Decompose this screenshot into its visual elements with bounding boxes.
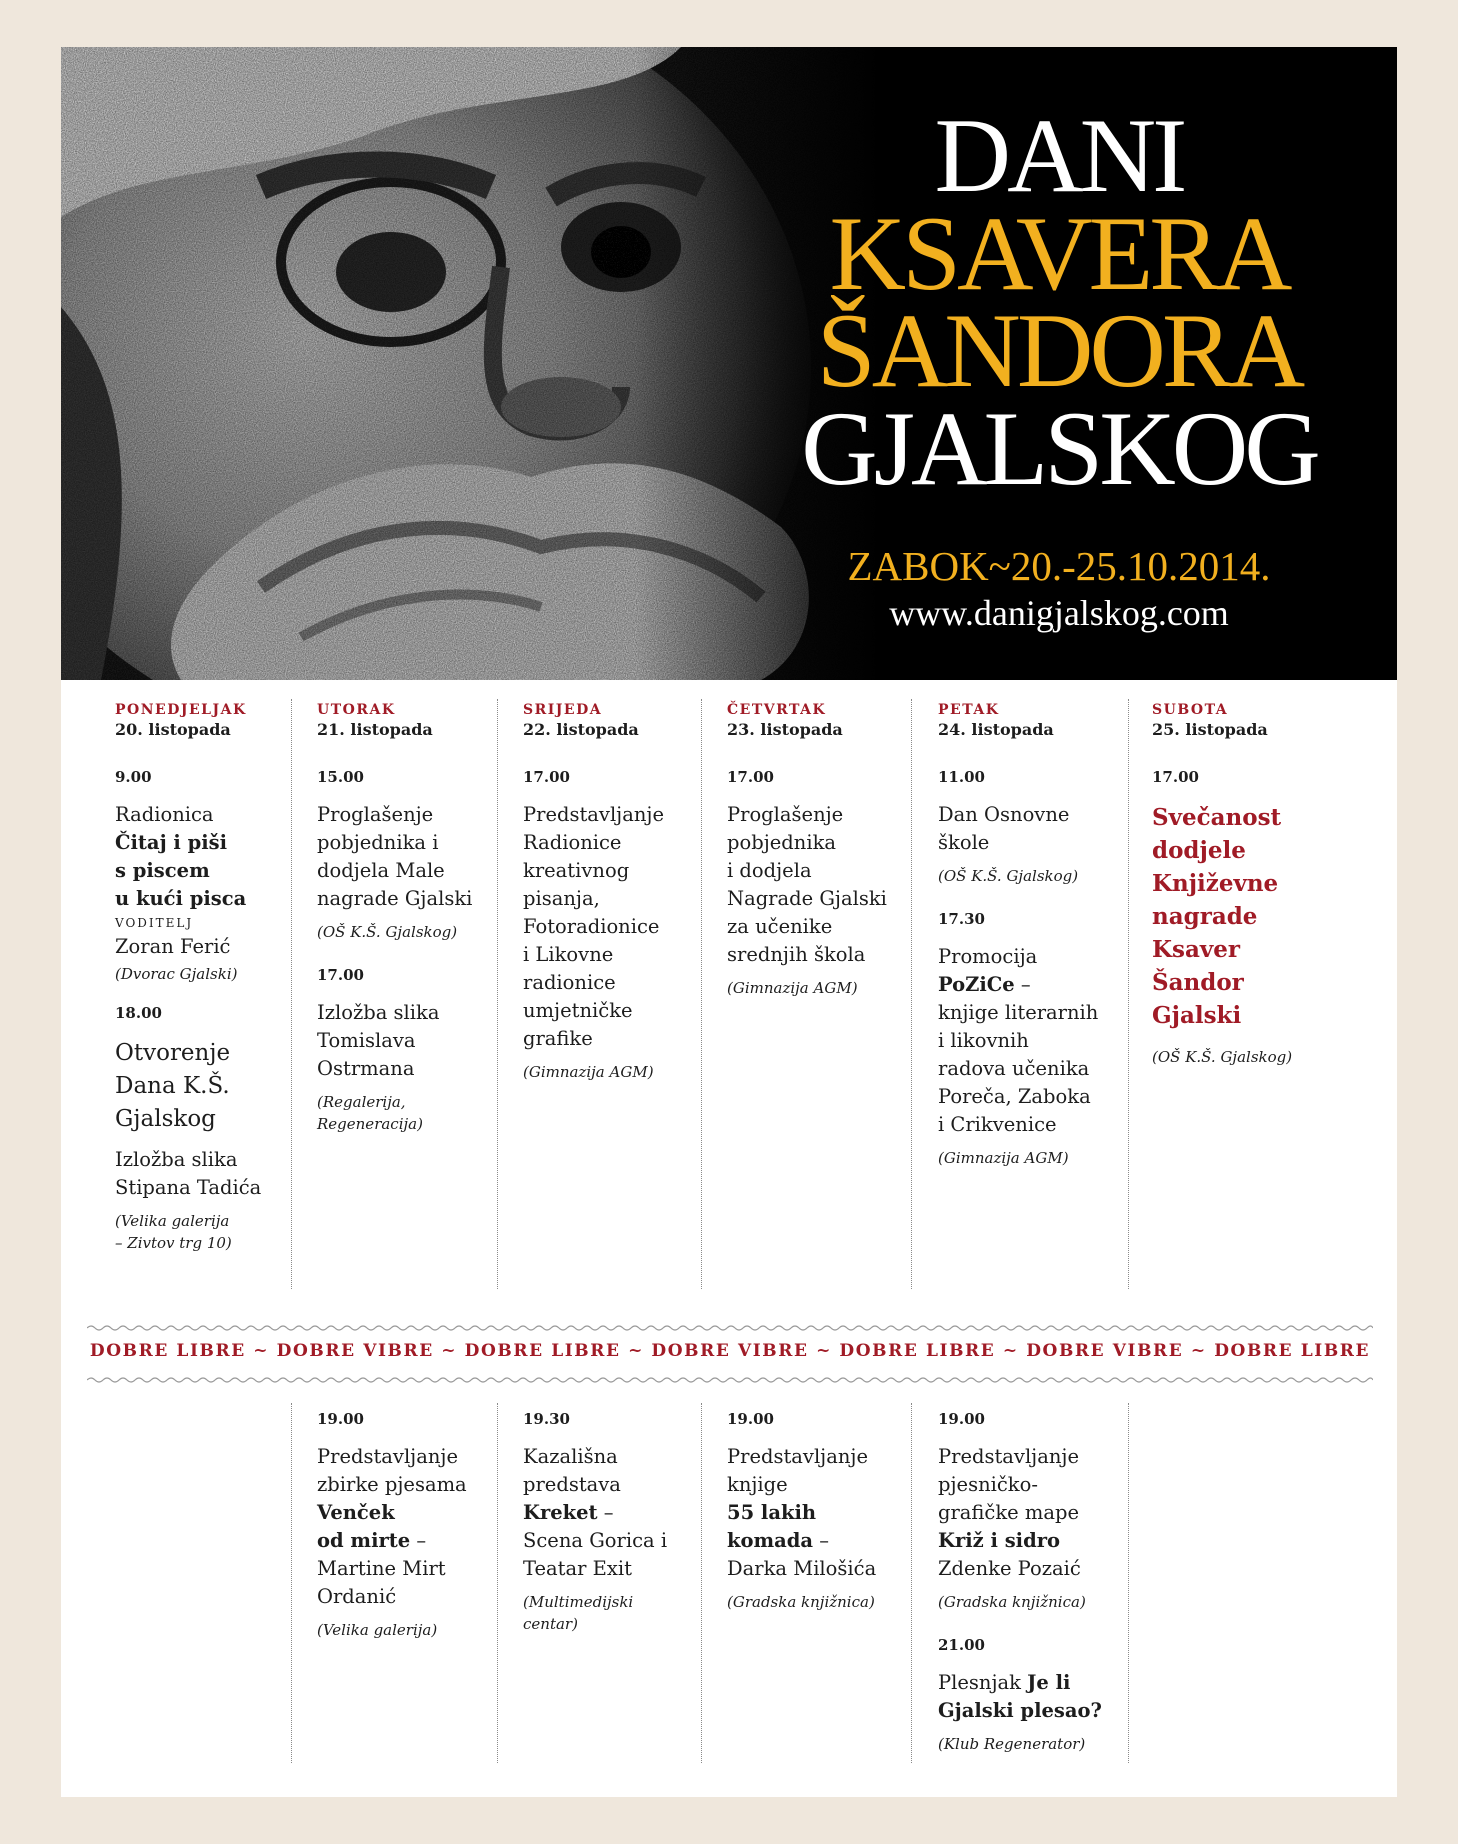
title-line-2: KSAVERA <box>829 194 1289 312</box>
event-line: Ksaver <box>1152 936 1240 963</box>
event-location <box>317 1091 507 1135</box>
dash: – <box>1014 973 1031 996</box>
day-date: 23. listopada <box>727 720 843 739</box>
day-date: 22. listopada <box>523 720 639 739</box>
event-line: radova učenika <box>938 1057 1090 1080</box>
day-date: 20. listopada <box>115 720 231 739</box>
day-name: PONEDJELJAK <box>115 702 247 718</box>
event-line: i dodjela <box>727 859 812 882</box>
event-time: 18.00 <box>115 1004 162 1022</box>
day-date: 21. listopada <box>317 720 433 739</box>
event-title: Je li <box>1027 1671 1071 1694</box>
event-line: Predstavljanje <box>317 1445 459 1468</box>
dash: – <box>410 1529 427 1552</box>
event-line: Šandor <box>1152 969 1244 996</box>
event-line: Otvorenje <box>115 1040 231 1066</box>
event-line: Fotoradionice <box>523 915 660 938</box>
event-line: Ordanić <box>317 1585 397 1608</box>
event-line: Radionice <box>523 831 622 854</box>
day-column-saturday <box>1152 701 1342 1090</box>
moderator-name: Zoran Ferić <box>115 935 231 958</box>
event-location <box>115 1210 305 1254</box>
event-line: dodjela Male <box>317 859 445 882</box>
event-title: Čitaj i piši <box>115 831 228 854</box>
event-line: Predstavljanje <box>938 1445 1080 1468</box>
event-line: Književne <box>1152 870 1279 897</box>
event-title: s piscem <box>115 859 210 882</box>
event-line: pisanja, <box>523 887 600 910</box>
event <box>115 801 305 961</box>
festival-title <box>739 97 1379 507</box>
event-location: (Gimnazija AGM) <box>523 1063 654 1081</box>
day-column-tuesday <box>317 701 507 1157</box>
event-title-line <box>938 971 1128 999</box>
event-line: Plesnjak <box>938 1671 1028 1694</box>
day-date: 24. listopada <box>938 720 1054 739</box>
event-line: grafičke mape <box>938 1501 1080 1524</box>
event-line: Dan Osnovne <box>938 803 1070 826</box>
event <box>317 801 507 913</box>
event <box>938 801 1128 857</box>
event-line: Kazališna <box>523 1445 618 1468</box>
evening-thursday <box>727 1409 917 1635</box>
event-line: Izložba slika <box>115 1148 238 1171</box>
event-line: Darka Milošića <box>727 1557 877 1580</box>
event-location: (OŠ K.Š. Gjalskog) <box>1152 1048 1293 1066</box>
event-line: Predstavljanje <box>727 1445 869 1468</box>
event <box>115 1146 305 1202</box>
day-date: 25. listopada <box>1152 720 1268 739</box>
event-title-line <box>938 1669 1128 1697</box>
award-ceremony <box>1152 801 1342 1032</box>
event-title: Križ i sidro <box>938 1529 1060 1552</box>
poster <box>61 47 1397 1797</box>
event-line: Radionica <box>115 803 214 826</box>
event-title: u kući pisca <box>115 887 247 910</box>
dash: – <box>813 1529 830 1552</box>
event-line: Izložba slika <box>317 1001 440 1024</box>
event <box>727 801 917 969</box>
evening-tuesday <box>317 1409 507 1663</box>
event-location: (Klub Regenerator) <box>938 1735 1086 1753</box>
title-line-1: DANI <box>934 97 1184 214</box>
event-line: pjesničko- <box>938 1473 1038 1496</box>
event <box>317 999 507 1083</box>
divider <box>1128 699 1129 1289</box>
event-time: 17.30 <box>938 910 985 928</box>
dash: – <box>597 1501 614 1524</box>
event-time: 15.00 <box>317 768 364 786</box>
day-column-wednesday <box>523 701 713 1105</box>
location-line: – Zivtov trg 10) <box>115 1234 232 1252</box>
event-line: Svečanost <box>1152 804 1282 831</box>
event-line: Martine Mirt <box>317 1557 446 1580</box>
divider <box>1128 1403 1129 1763</box>
event-line: za učenike <box>727 915 833 938</box>
wavy-rule-bottom <box>87 1375 1373 1385</box>
event-line: zbirke pjesama <box>317 1473 467 1496</box>
event-title-line <box>727 1527 917 1555</box>
event-line: Stipana Tadića <box>115 1176 262 1199</box>
event-line: i Crikvenice <box>938 1113 1057 1136</box>
event-location: (Dvorac Gjalski) <box>115 965 238 983</box>
wavy-rule-top <box>87 1323 1373 1333</box>
event-line: grafike <box>523 1027 593 1050</box>
event-time: 11.00 <box>938 768 985 786</box>
day-name: UTORAK <box>317 702 396 718</box>
event-time: 9.00 <box>115 768 152 786</box>
event-line: srednjih škola <box>727 943 866 966</box>
location-line: (Velika galerija <box>115 1212 230 1230</box>
event-time: 17.00 <box>523 768 570 786</box>
event-location: (Gradska knjižnica) <box>938 1593 1086 1611</box>
evening-friday <box>938 1409 1128 1777</box>
event-time: 17.00 <box>317 966 364 984</box>
event <box>938 943 1128 1139</box>
event-location: (OŠ K.Š. Gjalskog) <box>938 867 1079 885</box>
event-location: (Velika galerija) <box>317 1621 438 1639</box>
day-name: SUBOTA <box>1152 702 1229 718</box>
event-location: (Gimnazija AGM) <box>727 979 858 997</box>
event-line: Tomislava <box>317 1029 416 1052</box>
event-time: 21.00 <box>938 1636 985 1654</box>
event-location: (OŠ K.Š. Gjalskog) <box>317 923 458 941</box>
event-line: umjetničke <box>523 999 633 1022</box>
event-line: Predstavljanje <box>523 803 665 826</box>
event-time: 19.30 <box>523 1410 570 1428</box>
location-line: Regeneracija) <box>317 1115 423 1133</box>
event-line: Scena Gorica i <box>523 1529 668 1552</box>
day-column-monday <box>115 701 305 1276</box>
event <box>317 1443 507 1611</box>
day-column-friday <box>938 701 1128 1191</box>
event-line: Proglašenje <box>727 803 844 826</box>
event-title-line <box>317 1527 507 1555</box>
event-line: škole <box>938 831 990 854</box>
day-name: SRIJEDA <box>523 702 603 718</box>
event-title: Kreket <box>523 1501 598 1524</box>
event-title: od mirte <box>317 1529 411 1552</box>
event <box>115 1037 305 1136</box>
day-name: ČETVRTAK <box>727 702 827 718</box>
event-title-line <box>523 1499 713 1527</box>
location-line: centar) <box>523 1615 578 1633</box>
event-line: radionice <box>523 971 616 994</box>
event-line: Zdenke Pozaić <box>938 1557 1081 1580</box>
event-line: knjige <box>727 1473 788 1496</box>
event <box>938 1443 1128 1583</box>
event-line: nagrade <box>1152 903 1258 930</box>
event-title: Venček <box>317 1501 395 1524</box>
event-line: i Likovne <box>523 943 614 966</box>
event-time: 19.00 <box>938 1410 985 1428</box>
day-column-thursday <box>727 701 917 1021</box>
event-line: Ostrmana <box>317 1057 415 1080</box>
event-line: Teatar Exit <box>523 1557 632 1580</box>
event-line: Nagrade Gjalski <box>727 887 887 910</box>
location-line: (Regalerija, <box>317 1093 406 1111</box>
event-line: pobjednika <box>727 831 837 854</box>
event-time: 17.00 <box>1152 768 1199 786</box>
event-time: 17.00 <box>727 768 774 786</box>
event <box>523 801 713 1053</box>
divider <box>291 1403 292 1763</box>
festival-url: www.danigjalskog.com <box>889 593 1229 633</box>
event-line: predstava <box>523 1473 621 1496</box>
event-line: dodjele <box>1152 837 1246 864</box>
day-name: PETAK <box>938 702 1000 718</box>
event <box>727 1443 917 1583</box>
evening-wednesday <box>523 1409 713 1657</box>
event-location: (Gimnazija AGM) <box>938 1149 1069 1167</box>
event-title: Gjalski plesao? <box>938 1699 1102 1722</box>
moderator-label: VODITELJ <box>115 916 194 930</box>
event-line: Gjalskog <box>115 1106 216 1132</box>
event-line: Gjalski <box>1152 1002 1242 1029</box>
event-line: Proglašenje <box>317 803 434 826</box>
event-line: nagrade Gjalski <box>317 887 473 910</box>
event-location: (Gradska knjižnica) <box>727 1593 875 1611</box>
title-line-3: ŠANDORA <box>816 292 1302 410</box>
event-time: 19.00 <box>727 1410 774 1428</box>
event-time: 19.00 <box>317 1410 364 1428</box>
slogan-band: DOBRE LIBRE ~ DOBRE VIBRE ~ DOBRE LIBRE ~ DOBRE VIBRE ~ DOBRE LIBRE ~ DOBRE VIBRE ~ DOBRE LIBRE <box>89 1341 1371 1361</box>
event-line: Poreča, Zaboka <box>938 1085 1091 1108</box>
event-line: Promocija <box>938 945 1038 968</box>
event-line: kreativnog <box>523 859 630 882</box>
event-title: komada <box>727 1529 814 1552</box>
header-banner <box>61 47 1397 680</box>
location-line: (Multimedijski <box>523 1593 634 1611</box>
event-line: i likovnih <box>938 1029 1029 1052</box>
event-line: pobjednika i <box>317 831 439 854</box>
event-title: PoZiCe <box>938 973 1015 996</box>
title-line-4: GJALSKOG <box>801 389 1317 507</box>
event-line: Dana K.Š. <box>115 1073 230 1099</box>
event-line: knjige literarnih <box>938 1001 1099 1024</box>
festival-dates: ZABOK~20.-25.10.2014. <box>847 543 1271 589</box>
event-title: 55 lakih <box>727 1501 817 1524</box>
event <box>938 1669 1128 1725</box>
event-location <box>523 1591 713 1635</box>
event <box>523 1443 713 1583</box>
